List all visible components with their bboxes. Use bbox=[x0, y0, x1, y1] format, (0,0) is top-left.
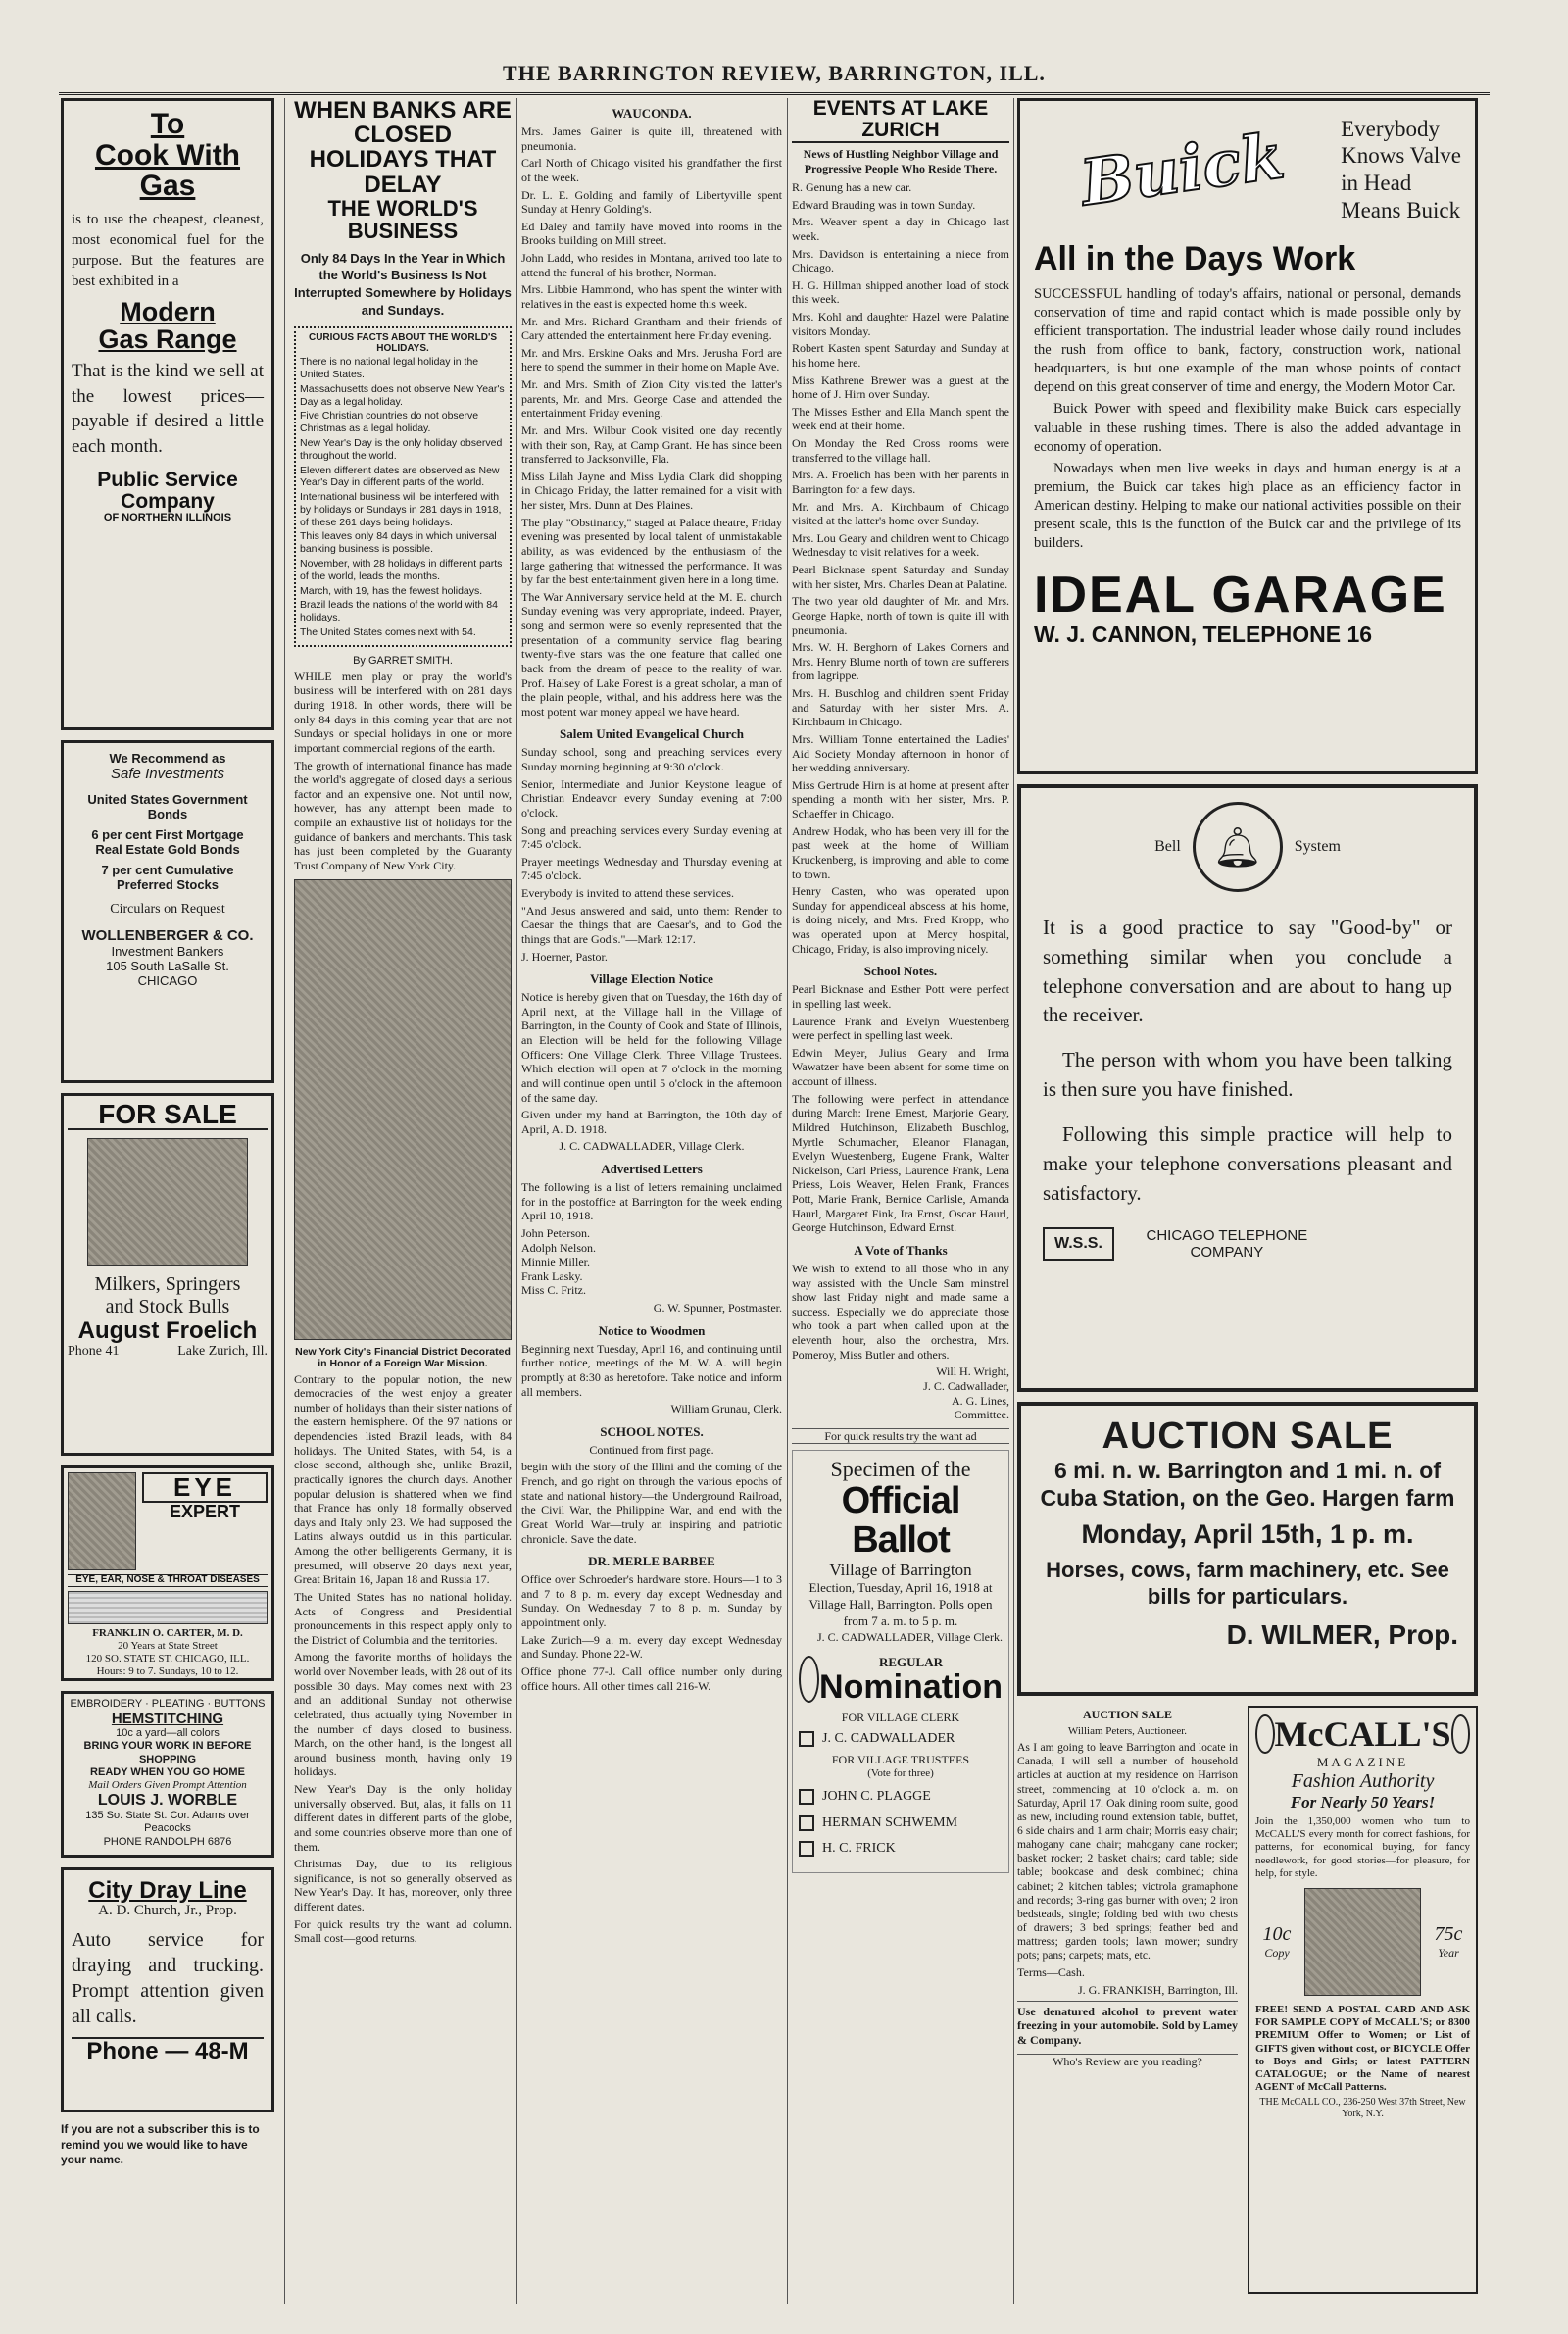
invest-item1: United States Government Bonds bbox=[87, 792, 248, 821]
buick-slogan1: Everybody bbox=[1341, 116, 1441, 141]
list-item: Committee. bbox=[954, 1408, 1009, 1422]
salem-heading: Salem United Evangelical Church bbox=[560, 726, 744, 742]
ballot-election: Election, Tuesday, April 16, 1918 at Village Hall, Barrington. Polls open from 7 a. m. to 5 p. m. bbox=[808, 1580, 993, 1629]
dray-prop: A. D. Church, Jr., Prop. bbox=[98, 1903, 237, 1919]
list-item: Mr. and Mrs. Wilbur Cook visited one day recently with their son, Ray, at Camp Grant. He has since been transferred to Jacksonville, Fla. bbox=[521, 422, 782, 467]
ballot-candidate-clerk bbox=[799, 1731, 1003, 1747]
list-item: Prayer meetings Wednesday and Thursday evening at 7:45 o'clock. bbox=[521, 854, 782, 883]
column-5 bbox=[1017, 98, 1478, 2304]
mccalls-cover-row bbox=[1255, 1888, 1470, 1996]
list-item: Miss Kathrene Brewer was a guest at the home of J. Hirn over Sunday. bbox=[792, 372, 1009, 402]
ballot-candidate-name: H. C. FRICK bbox=[822, 1841, 896, 1857]
price-year-label: Year bbox=[1438, 1945, 1459, 1960]
doctor-body: Office over Schroeder's hardware store. Hours—1 to 3 and 7 to 8 p. m. every day except Wednesday and Sunday. On Wednesday 7 to 8 p. m. Sunday by appointment only. bbox=[521, 1572, 782, 1629]
wauconda-heading: WAUCONDA. bbox=[612, 106, 692, 121]
banks-para7: Christmas Day, due to its religious significance, is not so generally observed as New Year's Day. It has, moreover, only three different dates. bbox=[294, 1857, 512, 1914]
list-item: Mr. and Mrs. Erskine Oaks and Mrs. Jerusha Ford are here to spend the summer in their home on Maple Ave. bbox=[521, 345, 782, 374]
hem-line4: BRING YOUR WORK IN BEFORE SHOPPING bbox=[83, 1740, 252, 1765]
for-sale-title: FOR SALE bbox=[68, 1100, 268, 1130]
ballot-clerk-label: FOR VILLAGE CLERK bbox=[841, 1711, 960, 1725]
list-item: Eleven different dates are observed as New Year's Day in different parts of the world. bbox=[300, 464, 500, 489]
buick-body1: SUCCESSFUL handling of today's affairs, national or personal, demands conservation of time and rapid contact which is made possible only by efficient transportation. The industrial leader whose daily round includes the rush from office to bank, factory, construction work, national headquarters, is but one example of the man whose points of contact depend on this great conserver of time and energy, the Modern Motor Car. bbox=[1034, 285, 1461, 396]
list-item: Pearl Bicknase spent Saturday and Sunday with her sister, Mrs. Charles Dean at Palatine. bbox=[792, 563, 1009, 591]
investments-ad bbox=[61, 740, 274, 1083]
ballot-candidate-name: HERMAN SCHWEMM bbox=[822, 1814, 958, 1830]
hem-line6: Mail Orders Given Prompt Attention bbox=[88, 1778, 247, 1791]
column-2 bbox=[294, 98, 512, 2304]
list-item: New Year's Day is the only holiday observed throughout the world. bbox=[300, 436, 503, 462]
garage-contact: W. J. CANNON, TELEPHONE 16 bbox=[1034, 621, 1373, 648]
ballot-regular: REGULAR bbox=[879, 1654, 944, 1669]
gas-ad bbox=[61, 98, 274, 730]
banks-deck: Only 84 Days In the Year in Which the World's Business Is Not Interrupted Somewhere by Holidays and Sundays. bbox=[294, 250, 512, 318]
mccalls-header bbox=[1255, 1713, 1470, 1755]
list-item: Mrs. A. Froelich has been with her parents in Barrington for a few days. bbox=[792, 468, 1009, 496]
for-sale-ad bbox=[61, 1093, 274, 1456]
gas-ad-line4: Modern bbox=[120, 296, 216, 326]
letters-heading: Advertised Letters bbox=[601, 1162, 703, 1176]
auction-date: Monday, April 15th, 1 p. m. bbox=[1081, 1519, 1414, 1550]
list-item: Ed Daley and family have moved into rooms in the Brooks building on Mill street. bbox=[521, 219, 782, 248]
column-rule bbox=[1013, 98, 1014, 2304]
list-item: H. G. Hillman shipped another load of stock this week. bbox=[792, 277, 1009, 307]
woodmen-body: Beginning next Tuesday, April 16, and continuing until further notice, meetings of the M. W. A. will begin promptly at 8:30 as heretofore. Take notice and inform all members. bbox=[521, 1341, 782, 1399]
gas-ad-line1: To bbox=[150, 108, 185, 140]
school-heading: SCHOOL NOTES. bbox=[600, 1423, 704, 1439]
list-item: The War Anniversary service held at the M. E. church Sunday evening was very appropriate, indeed. Prayer, song and sermon were so evenly represented that the presentation of a community service flag bearing twenty-five stars was the one feature that called one back from the dream of peace to the reality of war. Prof. Halsey of Lake Forest is a great scholar, a man of the plain people, withal, and his address here was the most potent war money appeal we have heard. bbox=[521, 589, 782, 719]
bell-label: Bell bbox=[1154, 838, 1181, 855]
buick-body3: Nowadays when men live weeks in days and human energy is at a premium, the Buick car takes high place as an efficiency factor in American destiny. Helping to make our national activities possible on their present scale, this is the function of the Buick car and the privilege of its builders. bbox=[1034, 460, 1461, 552]
ballot-nomination bbox=[799, 1655, 1003, 1706]
bell-para1: It is a good practice to say "Good-by" or something similar when you conclude a telephone conversation and are about to hang up the receiver. bbox=[1043, 916, 1452, 1027]
gas-ad-company3: OF NORTHERN ILLINOIS bbox=[103, 511, 232, 523]
list-item: The Misses Esther and Ella Manch spent the week end at their home. bbox=[792, 404, 1009, 433]
invest-firm: WOLLENBERGER & CO. bbox=[81, 927, 254, 944]
ballot-nomination-title: Nomination bbox=[819, 1667, 1003, 1706]
lz-items bbox=[792, 180, 1009, 956]
auction-title: AUCTION SALE bbox=[1102, 1415, 1394, 1457]
mccalls-cover-image bbox=[1304, 1888, 1421, 1996]
list-item: There is no national legal holiday in the United States. bbox=[300, 356, 479, 380]
list-item: Miss C. Fritz. bbox=[521, 1283, 587, 1298]
mccalls-fashion: Fashion Authority bbox=[1291, 1770, 1435, 1792]
mccalls-ad bbox=[1248, 1706, 1478, 2294]
buick-ad bbox=[1017, 98, 1478, 774]
list-item: Massachusetts does not observe New Year's Day as a legal holiday. bbox=[300, 382, 505, 408]
for-sale-location: Lake Zurich, Ill. bbox=[177, 1343, 268, 1359]
banks-para4: The United States has no national holiday. Acts of Congress and Presidential pronouncements in this respect apply only to the District of Columbia and the territories. bbox=[294, 1589, 512, 1647]
list-item: Mrs. Davidson is entertaining a niece from Chicago. bbox=[792, 246, 1009, 275]
gas-ad-line5: Gas Range bbox=[98, 323, 237, 354]
review-note: Who's Review are you reading? bbox=[1017, 2054, 1238, 2069]
salem-items bbox=[521, 745, 782, 964]
list-item: Robert Kasten spent Saturday and Sunday at his home here. bbox=[792, 341, 1009, 370]
invest-item2: 6 per cent First Mortgage Real Estate Gold Bonds bbox=[91, 827, 244, 857]
banks-para8: For quick results try the want ad column. Small cost—good returns. bbox=[294, 1916, 512, 1946]
bell-footer bbox=[1043, 1227, 1452, 1261]
column-3 bbox=[521, 98, 782, 2304]
election-body2: Given under my hand at Barrington, the 10th day of April, A. D. 1918. bbox=[521, 1108, 782, 1136]
list-item: The play "Obstinancy," staged at Palace theatre, Friday evening was presented by local talent of unmistakable ability, as was evidenced by the enthusiasm of the large gathering that witnessed the performance. It was by far the best entertainment given here in a long time. bbox=[521, 515, 782, 587]
list-item: November, with 28 holidays in different parts of the world, leads the months. bbox=[300, 558, 503, 582]
invest-city: CHICAGO bbox=[137, 973, 198, 988]
auction-notice bbox=[1017, 1706, 1238, 2304]
column-4 bbox=[792, 98, 1009, 2304]
banks-para1: WHILE men play or pray the world's business will be interfered with on 281 days during 1918. In other words, there will be only 84 days in this coming year that are not Sundays or special holidays in one or more important commercial regions of the earth. bbox=[294, 669, 512, 755]
ballot-candidate-name: J. C. CADWALLADER bbox=[822, 1731, 956, 1747]
doctor-body2: Lake Zurich—9 a. m. every day except Wednesday and Sunday. Phone 22-W. bbox=[521, 1632, 782, 1662]
list-item: Andrew Hodak, who has been very ill for the past week at the home of William Kruckenberg, is improving and able to come to town. bbox=[792, 823, 1009, 881]
ballot-vote-three: (Vote for three) bbox=[867, 1767, 934, 1780]
gas-ad-line3: Gas bbox=[139, 170, 196, 202]
list-item: Edwin Meyer, Julius Geary and Irma Wawatzer have been absent for some time on account of illness. bbox=[792, 1045, 1009, 1089]
postmaster: G. W. Spunner, Postmaster. bbox=[653, 1301, 782, 1315]
auction2-terms: Terms—Cash. bbox=[1017, 1965, 1085, 1980]
buick-logo: Buick bbox=[1076, 119, 1289, 221]
facts-box bbox=[294, 326, 512, 647]
eye-diseases: EYE, EAR, NOSE & THROAT DISEASES bbox=[68, 1574, 268, 1587]
bottom-row bbox=[1017, 1706, 1478, 2304]
ballot-candidate-trustee1 bbox=[799, 1789, 1003, 1805]
ballot-candidate-trustee3 bbox=[799, 1841, 1003, 1857]
column-rule bbox=[787, 98, 788, 2304]
auction2-auctioneer: William Peters, Auctioneer. bbox=[1067, 1725, 1188, 1737]
price-year-value: 75c bbox=[1434, 1922, 1463, 1945]
list-item: Mr. and Mrs. A. Kirchbaum of Chicago visited at the latter's home over Sunday. bbox=[792, 499, 1009, 528]
election-sig: J. C. CADWALLADER, Village Clerk. bbox=[559, 1139, 745, 1154]
price-copy-value: 10c bbox=[1262, 1922, 1292, 1945]
garage-name: IDEAL GARAGE bbox=[1034, 567, 1447, 624]
mccalls-free: FREE! SEND A POSTAL CARD AND ASK FOR SAMPLE COPY of McCALL'S; or 8300 PREMIUM Offer to Women; or List of GIFTS given without cost, or BICYCLE Offer to Boys and Girls; or latest PATTERN CATALOGUE; or the Name of nearest AGENT of McCall Patterns. bbox=[1255, 2003, 1470, 2094]
ballot-specimen: Specimen of the bbox=[830, 1457, 971, 1482]
mccalls-body: Join the 1,350,000 women who turn to McCALL'S every month for correct fashions, for patterns, for economical buying, for fancy needlework, for good stories—for pleasure, for help, for style. bbox=[1255, 1815, 1470, 1879]
list-item: On Monday the Red Cross rooms were transferred to the village hall. bbox=[792, 436, 1009, 465]
invest-address: 105 South LaSalle St. bbox=[106, 959, 229, 973]
hem-line3: 10c a yard—all colors bbox=[116, 1727, 220, 1740]
eye-doctor4: Hours: 9 to 7. Sundays, 10 to 12. bbox=[96, 1665, 239, 1678]
list-item: March, with 19, has the fewest holidays. bbox=[300, 584, 483, 597]
auction2-sig: J. G. FRANKISH, Barrington, Ill. bbox=[1077, 1983, 1238, 1998]
list-item: Miss Lilah Jayne and Miss Lydia Clark did shopping in Chicago Friday, the latter remained for a visit with her sister, Mrs. Dunn at Des Plaines. bbox=[521, 469, 782, 512]
list-item: Mrs. James Gainer is quite ill, threatened with pneumonia. bbox=[521, 124, 782, 153]
invest-circulars: Circulars on Request bbox=[110, 902, 225, 917]
city-dray-ad bbox=[61, 1867, 274, 2112]
list-item: Sunday school, song and preaching services every Sunday morning beginning at 9:30 o'clock. bbox=[521, 745, 782, 773]
bell-para3: Following this simple practice will help to make your telephone conversations pleasant and satisfactory. bbox=[1043, 1121, 1452, 1205]
thanks-heading: A Vote of Thanks bbox=[854, 1242, 948, 1258]
ballot-candidate-name: JOHN C. PLAGGE bbox=[822, 1789, 931, 1805]
wauconda-items bbox=[521, 124, 782, 719]
auction-prop: D. WILMER, Prop. bbox=[1226, 1618, 1458, 1650]
financial-district-photo bbox=[294, 879, 512, 1340]
list-item: Mrs. William Tonne entertained the Ladies' Aid Society Monday afternoon in honor of her wedding anniversary. bbox=[792, 731, 1009, 775]
gas-ad-line2: Cook With bbox=[94, 138, 241, 172]
buick-headline: All in the Days Work bbox=[1034, 240, 1356, 277]
list-item: Henry Casten, who was operated upon Sunday for appendiceal abscess at his home, is doing nicely, and Mrs. Fred Kropp, who was operated upon at Mercy hospital, Chicago, Friday, is also improving nicely. bbox=[792, 884, 1009, 956]
ballot-title: Official Ballot bbox=[841, 1480, 960, 1562]
invest-title1: We Recommend as bbox=[109, 751, 226, 766]
mccalls-years: For Nearly 50 Years! bbox=[1290, 1793, 1436, 1812]
ballot-checkbox[interactable] bbox=[799, 1815, 814, 1831]
eye-doctor: FRANKLIN O. CARTER, M. D. bbox=[92, 1626, 243, 1639]
woodmen-sig: William Grunau, Clerk. bbox=[670, 1402, 782, 1416]
banks-headline3: THE WORLD'S BUSINESS bbox=[327, 195, 478, 243]
buick-slogan2: Knows Valve bbox=[1341, 143, 1461, 169]
dray-title: City Dray Line bbox=[88, 1877, 247, 1904]
list-item: Mrs. W. H. Berghorn of Lakes Corners and Mrs. Henry Blume north of town are sufferers from lagrippe. bbox=[792, 640, 1009, 683]
gas-ad-body: is to use the cheapest, cleanest, most economical fuel for the purpose. But the features are best exhibited in a bbox=[72, 211, 264, 289]
banks-para6: New Year's Day is the only holiday universally observed. But, alas, it falls on 11 different dates in different parts of the globe, and some countries observe more than one of them. bbox=[294, 1782, 512, 1854]
list-item: J. C. Cadwallader, bbox=[923, 1378, 1009, 1393]
photo-caption: New York City's Financial District Decorated in Honor of a Foreign War Mission. bbox=[295, 1345, 511, 1369]
list-item: Edward Brauding was in town Sunday. bbox=[792, 197, 976, 212]
list-item: Mrs. Lou Geary and children went to Chicago Wednesday to visit relatives for a week. bbox=[792, 530, 1009, 560]
list-item: International business will be interfered with by holidays or Sundays in 281 days in 1918, of these 261 days being holidays. bbox=[300, 491, 502, 528]
ballot-candidate-trustee2 bbox=[799, 1815, 1003, 1831]
specimen-ballot bbox=[792, 1450, 1009, 1873]
list-item: Mrs. Libbie Hammond, who has spent the winter with relatives in the east is expected home this week. bbox=[521, 282, 782, 311]
column-rule bbox=[284, 98, 285, 2304]
list-item: Will H. Wright, bbox=[936, 1365, 1009, 1379]
eye-title: EYE bbox=[142, 1472, 268, 1503]
hem-line9: PHONE RANDOLPH 6876 bbox=[103, 1835, 232, 1848]
school-notes-items bbox=[792, 982, 1009, 1235]
for-sale-contact bbox=[68, 1344, 268, 1360]
dray-body: Auto service for draying and trucking. Prompt attention given all calls. bbox=[72, 1929, 264, 2028]
ballot-checkbox[interactable] bbox=[799, 1841, 814, 1857]
column-rule bbox=[516, 98, 517, 2304]
hem-line8: 135 So. State St. Cor. Adams over Peacocks bbox=[85, 1810, 250, 1835]
for-sale-line1: Milkers, Springers bbox=[94, 1273, 241, 1296]
bell-icon: 🔔︎ bbox=[1193, 802, 1283, 892]
list-item: Miss Gertrude Hirn is at home at present after spending a month with her sister, Mrs. P. Schaeffer in Chicago. bbox=[792, 777, 1009, 821]
school-body: begin with the story of the Illini and the coming of the French, and go right on through the various epochs of state and national history—the Underground Railroad, the Civil War, the Philippine War, and end with the Great World War—truly an inspiring and patriotic chronicle. Save the date. bbox=[521, 1460, 782, 1546]
list-item: A. G. Lines, bbox=[952, 1393, 1009, 1408]
gas-ad-company2: Company bbox=[121, 489, 215, 513]
eye-expert-ad bbox=[61, 1465, 274, 1681]
for-sale-phone: Phone 41 bbox=[68, 1343, 120, 1359]
ballot-checkbox[interactable] bbox=[799, 1789, 814, 1805]
list-item: Song and preaching services every Sunday evening at 7:45 o'clock. bbox=[521, 822, 782, 852]
banks-headline1: WHEN BANKS ARE CLOSED bbox=[294, 98, 512, 149]
list-item: Mrs. H. Buschlog and children spent Friday and Saturday with her sister Mrs. A. Kirchbaum in Chicago. bbox=[792, 686, 1009, 729]
lz-headline: EVENTS AT LAKE ZURICH bbox=[792, 98, 1009, 143]
doctor-portrait bbox=[68, 1472, 136, 1570]
want-ad-note: For quick results try the want ad bbox=[792, 1428, 1009, 1445]
hem-line2: HEMSTITCHING bbox=[111, 1711, 224, 1728]
woodmen-heading: Notice to Woodmen bbox=[598, 1322, 706, 1338]
list-item: Carl North of Chicago visited his grandfather the first of the week. bbox=[521, 156, 782, 184]
list-item: The United States comes next with 54. bbox=[300, 626, 476, 639]
list-item: Senior, Intermediate and Junior Keystone league of Christian Endeavor every Sunday evening at 7:00 o'clock. bbox=[521, 776, 782, 819]
column-1 bbox=[61, 98, 274, 2304]
list-item: John Peterson. bbox=[521, 1225, 590, 1240]
banks-para5: Among the favorite months of holidays the world over November leads, with 28 out of its possible 30 days. May comes next with 23 and an additional Sunday not otherwise celebrated, thus actually tying November in the number of days closed to business. March, on the other hand, is the longest all around business month, having only 19 holidays. bbox=[294, 1650, 512, 1779]
hem-line7: LOUIS J. WORBLE bbox=[97, 1792, 238, 1810]
list-item: Dr. L. E. Golding and family of Libertyville spent Sunday at Henry Golding's. bbox=[521, 187, 782, 217]
list-item: The following were perfect in attendance during March: Irene Ernest, Marjorie Geary, Mildred Hutchinson, Elizabeth Buschlog, Myrtle Schumacher, Eleanor Flanagan, Evelyn Wuestenberg, Eugene Frank, Walter Nickelson, Carl Priess, Laurence Frank, Lena Priess, Lois Weaver, Helen Frank, Frances Pott, Marie Frank, Bernice Carlisle, Amanda Haurl, Margaret Fink, Ira Ernst, Oscar Haurl, George Hutchinson, Edward Ernst. bbox=[792, 1091, 1009, 1235]
invest-item3: 7 per cent Cumulative Preferred Stocks bbox=[101, 863, 234, 892]
list-item: The two year old daughter of Mr. and Mrs. George Hapke, north of town is quite ill with pneumonia. bbox=[792, 594, 1009, 637]
list-item: Mr. and Mrs. Richard Grantham and their friends of Cary attended the entertainment here Friday evening. bbox=[521, 314, 782, 343]
list-item: Laurence Frank and Evelyn Wuestenberg were perfect in spelling last week. bbox=[792, 1014, 1009, 1043]
school-notes-heading: School Notes. bbox=[863, 964, 938, 979]
buick-slogan3: in Head bbox=[1341, 171, 1412, 195]
eye-title2: EXPERT bbox=[169, 1502, 241, 1522]
eye-doctor2: 20 Years at State Street bbox=[118, 1639, 218, 1652]
ballot-village: Village of Barrington bbox=[829, 1561, 972, 1580]
mccalls-seal-left-icon bbox=[1255, 1714, 1275, 1754]
wss-badge: W.S.S. bbox=[1043, 1227, 1114, 1261]
letters-names bbox=[521, 1226, 782, 1298]
invest-firm2: Investment Bankers bbox=[111, 944, 224, 959]
school-sub: Continued from first page. bbox=[589, 1442, 714, 1457]
buick-body2: Buick Power with speed and flexibility make Buick cars especially valuable in these rushing times. There is also the added advantage in economy of operation. bbox=[1034, 401, 1461, 455]
alcohol-note: Use denatured alcohol to prevent water freezing in your automobile. Sold by Lamey & Company. bbox=[1017, 2001, 1238, 2048]
mccalls-price-copy bbox=[1255, 1923, 1298, 1961]
list-item: R. Genung has a new car. bbox=[792, 180, 912, 195]
list-item: J. Hoerner, Pastor. bbox=[521, 949, 608, 964]
bell-header bbox=[1043, 802, 1452, 892]
list-item: Adolph Nelson. bbox=[521, 1240, 596, 1255]
list-item: Mr. and Mrs. Smith of Zion City visited the latter's parents, Mr. and Mrs. George Case and attended the entertainment Friday evening. bbox=[521, 377, 782, 421]
eye-doctor3: 120 SO. STATE ST. CHICAGO, ILL. bbox=[85, 1652, 250, 1664]
auction2-heading: AUCTION SALE bbox=[1082, 1708, 1173, 1721]
list-item: John Ladd, who resides in Montana, arrived too late to attend the funeral of his brother, Norman. bbox=[521, 251, 782, 279]
list-item: Mrs. Kohl and daughter Hazel were Palatine visitors Monday. bbox=[792, 310, 1009, 338]
mccalls-magazine: MAGAZINE bbox=[1316, 1755, 1409, 1769]
buick-slogan4: Means Buick bbox=[1341, 197, 1461, 223]
hemstitching-ad bbox=[61, 1691, 274, 1858]
hem-line1: EMBROIDERY · PLEATING · BUTTONS bbox=[70, 1698, 266, 1710]
mccalls-price-year bbox=[1427, 1923, 1470, 1961]
lz-deck: News of Hustling Neighbor Village and Progressive People Who Reside There. bbox=[803, 147, 999, 176]
ballot-circle[interactable] bbox=[799, 1656, 819, 1703]
list-item: This leaves only 84 days in which universal banking business is possible. bbox=[300, 530, 497, 556]
gas-ad-company: Public Service bbox=[97, 468, 238, 491]
thanks-body: We wish to extend to all those who in any way assisted with the Uncle Sam minstrel show last Friday night and made same a success. Especially we do appreciate those who took a part when called upon at the eleventh hour, also the orchestra, Mrs. Pomeroy, Miss Butler and others. bbox=[792, 1261, 1009, 1362]
bell-para2: The person with whom you have been talking is then sure you have finished. bbox=[1043, 1048, 1452, 1102]
invest-title2: Safe Investments bbox=[111, 766, 224, 782]
list-item: Mrs. Weaver spent a day in Chicago last week. bbox=[792, 215, 1009, 243]
bell-system-label: System bbox=[1294, 838, 1341, 855]
banks-byline: By GARRET SMITH. bbox=[353, 654, 453, 667]
bell-ad bbox=[1017, 784, 1478, 1392]
mccalls-title: McCALL'S bbox=[1274, 1714, 1451, 1754]
hem-line5: READY WHEN YOU GO HOME bbox=[90, 1765, 245, 1778]
list-item: Frank Lasky. bbox=[521, 1268, 583, 1283]
mccalls-seal-right-icon bbox=[1451, 1714, 1471, 1754]
masthead: THE BARRINGTON REVIEW, BARRINGTON, ILL. bbox=[59, 61, 1490, 95]
list-item: Everybody is invited to attend these services. bbox=[521, 886, 734, 900]
ballot-clerk: J. C. CADWALLADER, Village Clerk. bbox=[816, 1629, 1003, 1644]
cow-image bbox=[87, 1138, 248, 1266]
mccalls-address: THE McCALL CO., 236-250 West 37th Street, New York, N.Y. bbox=[1259, 2097, 1466, 2120]
thanks-sig bbox=[792, 1365, 1009, 1422]
facts-list bbox=[300, 356, 506, 639]
telephone-company: CHICAGO TELEPHONE COMPANY bbox=[1146, 1227, 1308, 1262]
eye-table bbox=[68, 1591, 268, 1624]
buick-header bbox=[1034, 111, 1461, 228]
banks-headline2: HOLIDAYS THAT DELAY bbox=[309, 146, 497, 198]
for-sale-name: August Froelich bbox=[77, 1317, 258, 1345]
list-item: "And Jesus answered and said, unto them: Render to Caesar the things that are Caesar's, and to God the things that are God's."—Mark 12:17. bbox=[521, 903, 782, 946]
auction2-body: As I am going to leave Barrington and locate in Canada, I will sell a number of household articles at auction at my residence on Harrison street, commencing at 10 o'clock a. m. on Saturday, April 17. Oak dining room suite, good as new, including round extension table, buffet, 6 side chairs and 1 arm chair; Morris easy chair; mahogany cane chair; mahogany cane rocker; basket rocker; 2 basket chairs; card table; side table; bookcase and desk combined; china cabinet; 2 kitchen tables; victrola gramaphone and records; 3-ring gas burner with oven; 2 iron bedsteads, single; folding bed with two chests of drawers; 3 bed springs; feather bed and mattress; garden tools; lawn mower; sundry pots; pans; carpets; mats, etc. bbox=[1017, 1741, 1238, 1962]
facts-title: CURIOUS FACTS ABOUT THE WORLD'S HOLIDAYS. bbox=[308, 332, 497, 355]
election-body: Notice is hereby given that on Tuesday, the 16th day of April next, at the Village hall in the Village of Barrington, in the County of Cook and State of Illinois, an Election will be held for the following Village Officers: One Village Clerk. Three Village Trustees. Which election will open at 7 o'clock in the morning and will continue open until 5 o'clock in the afternoon of the same day. bbox=[521, 990, 782, 1105]
list-item: Minnie Miller. bbox=[521, 1255, 590, 1269]
election-heading: Village Election Notice bbox=[590, 971, 713, 987]
price-copy-label: Copy bbox=[1264, 1945, 1290, 1960]
auction-ad bbox=[1017, 1402, 1478, 1696]
banks-para2: The growth of international finance has made the world's aggregate of closed days a serious factor and an expensive one. Not until now, however, has any attempt been made to compile an exhaustive list of holidays for the guidance of bankers and merchants. This task has just been completed by the Guaranty Trust Company of New York City. bbox=[294, 758, 512, 872]
auction-items: Horses, cows, farm machinery, etc. See bills for particulars. bbox=[1046, 1558, 1449, 1609]
letters-body: The following is a list of letters remaining unclaimed for in the postoffice at Barrington for the week ending April 10, 1918. bbox=[521, 1180, 782, 1223]
doctor-body3: Office phone 77-J. Call office number only during office hours. All other times call 216-W. bbox=[521, 1664, 782, 1693]
subscriber-note: If you are not a subscriber this is to remind you we would like to have your name. bbox=[61, 2122, 260, 2167]
doctor-heading: DR. MERLE BARBEE bbox=[588, 1554, 715, 1569]
gas-ad-body2: That is the kind we sell at the lowest prices—payable if desired a little each month. bbox=[72, 361, 264, 458]
list-item: Five Christian countries do not observe Christmas as a legal holiday. bbox=[300, 410, 479, 435]
ballot-trustees-label: FOR VILLAGE TRUSTEES bbox=[831, 1753, 970, 1767]
list-item: Brazil leads the nations of the world with 84 holidays. bbox=[300, 599, 498, 624]
buick-slogan bbox=[1341, 116, 1461, 223]
dray-phone: Phone — 48-M bbox=[72, 2037, 264, 2063]
auction-location: 6 mi. n. w. Barrington and 1 mi. n. of Cuba Station, on the Geo. Hargen farm bbox=[1040, 1458, 1455, 1511]
banks-para3: Contrary to the popular notion, the new democracies of the west enjoy a greater number of holidays than their sister nations of the eastern hemisphere. Of the 97 nations or dependencies listed Brazil leads, with 84 holidays. The United States, with 54, is a close second, although she, unlike Brazil, practically ignores the church days. Another popular delusion is shattered when we find that France has only 18 formally observed days and Italy only 23. We had supposed the Latins always outdid us in this particular. Among the other belligerents Germany, it is presumed, will observe 20 days next year, Great Britain 16, Japan 18 and Russia 17. bbox=[294, 1371, 512, 1587]
list-item: Pearl Bicknase and Esther Pott were perfect in spelling last week. bbox=[792, 982, 1009, 1011]
ballot-checkbox[interactable] bbox=[799, 1731, 814, 1747]
for-sale-line2: and Stock Bulls bbox=[105, 1296, 230, 1318]
